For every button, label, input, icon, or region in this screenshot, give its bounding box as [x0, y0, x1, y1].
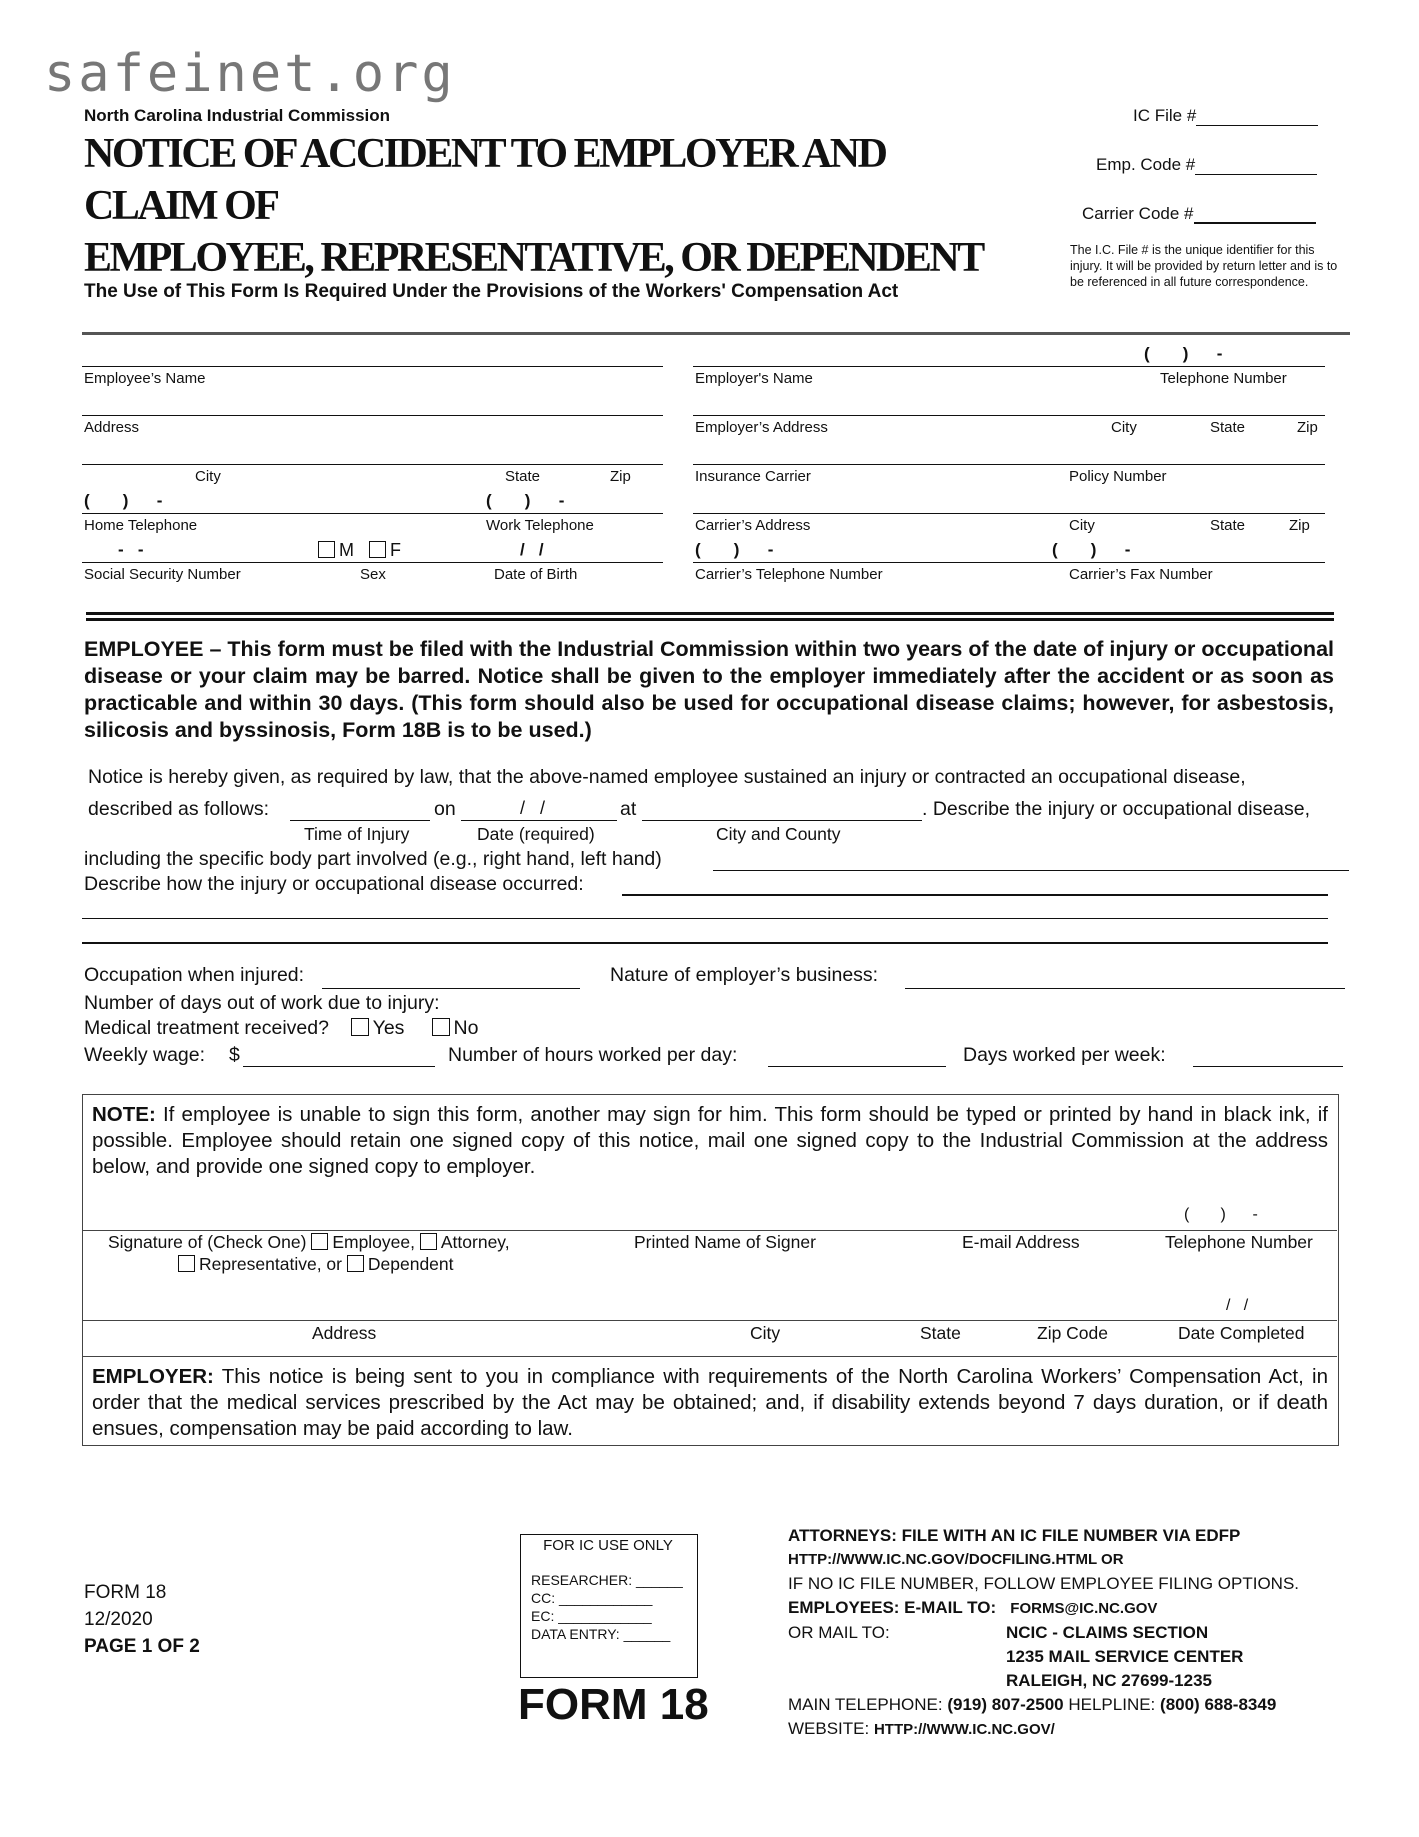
employer-divider	[82, 1356, 1337, 1357]
sig-dependent-label: Dependent	[367, 1254, 454, 1274]
employee-name-label: Employee’s Name	[84, 370, 206, 387]
ic-use-fields	[531, 1571, 683, 1643]
on-label: on	[434, 798, 456, 820]
date-required-label: Date (required)	[477, 824, 595, 844]
signer-address-label: Address	[312, 1323, 377, 1343]
medical-yes-checkbox[interactable]	[351, 1018, 369, 1036]
agency-name: North Carolina Industrial Commission	[84, 106, 391, 125]
business-label: Nature of employer’s business:	[610, 964, 879, 986]
medical-row	[84, 1017, 478, 1040]
signer-zip-label: Zip Code	[1037, 1323, 1109, 1343]
mail-to-label: OR MAIL TO:	[788, 1623, 890, 1642]
wage-label: Weekly wage:	[84, 1044, 206, 1066]
days-week-input[interactable]	[1193, 1066, 1343, 1067]
carrier-city-label: City	[1069, 517, 1095, 534]
form-title	[84, 128, 1024, 284]
website-label: WEBSITE:	[788, 1719, 870, 1738]
emp-code-field[interactable]	[1096, 155, 1317, 175]
employer-name-input[interactable]	[693, 366, 1325, 367]
filing-instructions	[788, 1524, 1299, 1742]
employer-zip-label: Zip	[1297, 419, 1318, 436]
employer-state-label: State	[1210, 419, 1246, 436]
employer-phone-label: Telephone Number	[1160, 370, 1287, 387]
home-phone-mask: ( ) -	[84, 491, 163, 510]
medical-no-checkbox[interactable]	[432, 1018, 450, 1036]
sig-representative-label: Representative, or	[199, 1254, 342, 1274]
employee-city-state-zip-input[interactable]	[82, 464, 663, 465]
carrier-phone-label: Carrier’s Telephone Number	[695, 566, 883, 583]
note-body: If employee is unable to sign this form, another may sign for him. This form should be typed or printed by hand in black ink, if possible. Employee should retain one signed copy of this notice, mail one signed copy to the Industrial Commission at the address below, and provide one signed copy to employer.	[92, 1103, 1328, 1178]
described-label: described as follows:	[88, 798, 270, 820]
medical-label: Medical treatment received?	[84, 1017, 329, 1039]
sex-label: Sex	[360, 566, 386, 583]
signature-input[interactable]	[82, 1230, 1337, 1231]
ssn-sex-dob-input[interactable]	[82, 562, 663, 563]
employee-city-label: City	[195, 468, 221, 485]
title-line-2: EMPLOYEE, REPRESENTATIVE, OR DEPENDENT	[84, 235, 983, 281]
work-phone-label: Work Telephone	[486, 517, 594, 534]
injury-intro: Notice is hereby given, as required by law, that the above-named employee sustained an injury or contracted an occupational disease,	[88, 766, 1246, 788]
signature-role-options	[108, 1232, 510, 1253]
employer-notice	[92, 1364, 1328, 1442]
medical-yes-label: Yes	[372, 1017, 405, 1039]
sig-attorney-checkbox[interactable]	[420, 1233, 437, 1250]
how-label: Describe how the injury or occupational disease occurred:	[84, 873, 584, 895]
header-divider	[82, 332, 1350, 335]
note-text	[92, 1102, 1328, 1180]
city-county-label: City and County	[716, 824, 841, 844]
female-label: F	[390, 540, 402, 560]
how-input-1[interactable]	[622, 894, 1328, 896]
hours-input[interactable]	[768, 1066, 946, 1067]
employees-label: EMPLOYEES: E-MAIL TO:	[788, 1598, 997, 1617]
employer-city-label: City	[1111, 419, 1137, 436]
sig-attorney-label: Attorney,	[440, 1232, 510, 1252]
carrier-state-label: State	[1210, 517, 1246, 534]
employer-address-label: Employer’s Address	[695, 419, 828, 436]
helpline-phone: (800) 688-8349	[1160, 1695, 1277, 1714]
researcher-field: RESEARCHER: ______	[531, 1572, 683, 1588]
carrier-zip-label: Zip	[1289, 517, 1310, 534]
email-address[interactable]: FORMS@IC.NC.GOV	[1010, 1600, 1158, 1617]
occupation-label: Occupation when injured:	[84, 964, 305, 986]
city-county-input[interactable]	[642, 820, 922, 821]
signer-state-label: State	[920, 1323, 961, 1343]
printed-name-label: Printed Name of Signer	[634, 1232, 816, 1252]
signer-city-label: City	[750, 1323, 781, 1343]
describe-label: . Describe the injury or occupational disease,	[922, 798, 1311, 820]
attorneys-line-2[interactable]: HTTP://WWW.IC.NC.GOV/DOCFILING.HTML OR	[788, 1551, 1124, 1568]
carrier-fax-mask: ( ) -	[1052, 540, 1131, 559]
employer-body: This notice is being sent to you in compliance with requirements of the North Carolina Workers’ Compensation Act, in order that the medical services prescribed by the Act may be obtained; and, if disability extends beyond 7 days duration, or if death ensues, compensation may be paid according to law.	[92, 1365, 1328, 1440]
employee-zip-label: Zip	[610, 468, 631, 485]
body-part-input[interactable]	[713, 870, 1349, 871]
cc-field: CC: ____________	[531, 1590, 653, 1606]
sig-employee-checkbox[interactable]	[311, 1233, 328, 1250]
ic-file-field[interactable]	[1133, 106, 1318, 126]
signature-label: Signature of (Check One)	[108, 1232, 307, 1252]
date-completed-mask: / /	[1226, 1297, 1249, 1314]
carrier-phone-fax-input[interactable]	[693, 562, 1325, 563]
attorneys-line-3: IF NO IC FILE NUMBER, FOLLOW EMPLOYEE FILING OPTIONS.	[788, 1574, 1300, 1593]
form-date: 12/2020	[84, 1609, 153, 1630]
employer-phone-mask: ( ) -	[1144, 344, 1223, 363]
body-part-label: including the specific body part involved (e.g., right hand, left hand)	[84, 848, 662, 870]
carrier-code-label: Carrier Code #	[1082, 204, 1194, 223]
emp-code-label: Emp. Code #	[1096, 155, 1196, 174]
employer-name-label: Employer's Name	[695, 370, 813, 387]
medical-no-label: No	[453, 1017, 479, 1039]
employee-address-input[interactable]	[82, 415, 663, 416]
carrier-fax-label: Carrier’s Fax Number	[1069, 566, 1213, 583]
ic-file-note: The I.C. File # is the unique identifier for this injury. It will be provided by return letter and is to be referenced in all future correspondence.	[1070, 243, 1338, 289]
ssn-label: Social Security Number	[84, 566, 241, 583]
wage-input[interactable]	[243, 1066, 435, 1067]
male-label: M	[339, 540, 354, 560]
female-checkbox[interactable]	[369, 541, 386, 558]
page-number: PAGE 1 OF 2	[84, 1636, 200, 1657]
carrier-address-input[interactable]	[693, 513, 1325, 514]
employee-address-label: Address	[84, 419, 140, 436]
insurance-carrier-input[interactable]	[693, 464, 1325, 465]
dollar-sign: $	[229, 1044, 240, 1066]
employee-name-input[interactable]	[82, 366, 663, 367]
injury-date-mask: / /	[520, 798, 546, 818]
date-completed-label: Date Completed	[1178, 1323, 1305, 1343]
mail-address-line-2: 1235 MAIL SERVICE CENTER	[1006, 1647, 1244, 1666]
data-entry-field: DATA ENTRY: ______	[531, 1626, 671, 1642]
time-of-injury-label: Time of Injury	[304, 824, 410, 844]
business-input[interactable]	[905, 988, 1345, 989]
carrier-phone-mask: ( ) -	[695, 540, 774, 559]
main-phone-label: MAIN TELEPHONE:	[788, 1695, 943, 1714]
hours-label: Number of hours worked per day:	[448, 1044, 738, 1066]
work-phone-mask: ( ) -	[486, 491, 565, 510]
phones-input[interactable]	[82, 513, 663, 514]
title-line-1: NOTICE OF ACCIDENT TO EMPLOYER AND CLAIM OF	[84, 131, 886, 229]
employer-label: EMPLOYER:	[92, 1365, 214, 1388]
sig-representative-checkbox[interactable]	[178, 1255, 195, 1272]
date-of-injury-input[interactable]	[461, 820, 617, 821]
occupation-input[interactable]	[322, 988, 580, 989]
mail-address-line-3: RALEIGH, NC 27699-1235	[1006, 1671, 1212, 1690]
time-of-injury-input[interactable]	[290, 820, 430, 821]
days-week-label: Days worked per week:	[963, 1044, 1166, 1066]
carrier-code-field[interactable]	[1082, 204, 1316, 224]
dob-mask: / /	[520, 540, 544, 559]
signer-address-input[interactable]	[82, 1320, 1337, 1321]
website-link[interactable]: HTTP://WWW.IC.NC.GOV/	[873, 1721, 1055, 1738]
form-big-label: FORM 18	[518, 1680, 709, 1729]
form-subtitle: The Use of This Form Is Required Under the Provisions of the Workers' Compensation Act	[84, 281, 899, 302]
home-phone-label: Home Telephone	[84, 517, 198, 534]
main-phone: (919) 807-2500	[947, 1695, 1064, 1714]
ec-field: EC: ____________	[531, 1608, 652, 1624]
ic-file-label: IC File #	[1133, 106, 1197, 125]
ssn-mask: - -	[118, 540, 144, 559]
policy-number-label: Policy Number	[1069, 468, 1167, 485]
email-label: E-mail Address	[962, 1232, 1080, 1252]
employer-address-input[interactable]	[693, 415, 1325, 416]
helpline-label: HELPLINE:	[1068, 1695, 1156, 1714]
carrier-address-label: Carrier’s Address	[695, 517, 811, 534]
section-divider	[86, 612, 1334, 621]
attorneys-line-1: ATTORNEYS: FILE WITH AN IC FILE NUMBER VIA EDFP	[788, 1526, 1241, 1545]
signature-role-options-2	[178, 1254, 454, 1275]
sig-dependent-checkbox[interactable]	[347, 1255, 364, 1272]
employee-notice: EMPLOYEE – This form must be filed with the Industrial Commission within two years of the date of injury or occupational disease or your claim may be barred. Notice shall be given to the employer immediately after the accident or as soon as practicable and within 30 days. (This form should also be used for occupational disease claims; however, for asbestosis, silicosis and byssinosis, Form 18B is to be used.)	[84, 637, 1334, 742]
signer-phone-label: Telephone Number	[1165, 1232, 1313, 1252]
form-number: FORM 18	[84, 1582, 167, 1603]
days-out-label: Number of days out of work due to injury:	[84, 992, 440, 1014]
watermark: safeinet.org	[44, 44, 456, 104]
note-label: NOTE:	[92, 1103, 156, 1126]
sex-options	[318, 540, 401, 561]
sig-employee-label: Employee,	[332, 1232, 415, 1252]
insurance-carrier-label: Insurance Carrier	[695, 468, 811, 485]
at-label: at	[620, 798, 637, 820]
employee-state-label: State	[505, 468, 541, 485]
form-info	[84, 1579, 200, 1660]
signer-phone-mask: ( ) -	[1184, 1206, 1258, 1223]
mail-address-line-1: NCIC - CLAIMS SECTION	[1006, 1623, 1209, 1642]
how-input-3[interactable]	[82, 942, 1328, 944]
male-checkbox[interactable]	[318, 541, 335, 558]
how-input-2[interactable]	[82, 918, 1328, 919]
dob-label: Date of Birth	[494, 566, 578, 583]
ic-use-title: FOR IC USE ONLY	[543, 1537, 673, 1554]
